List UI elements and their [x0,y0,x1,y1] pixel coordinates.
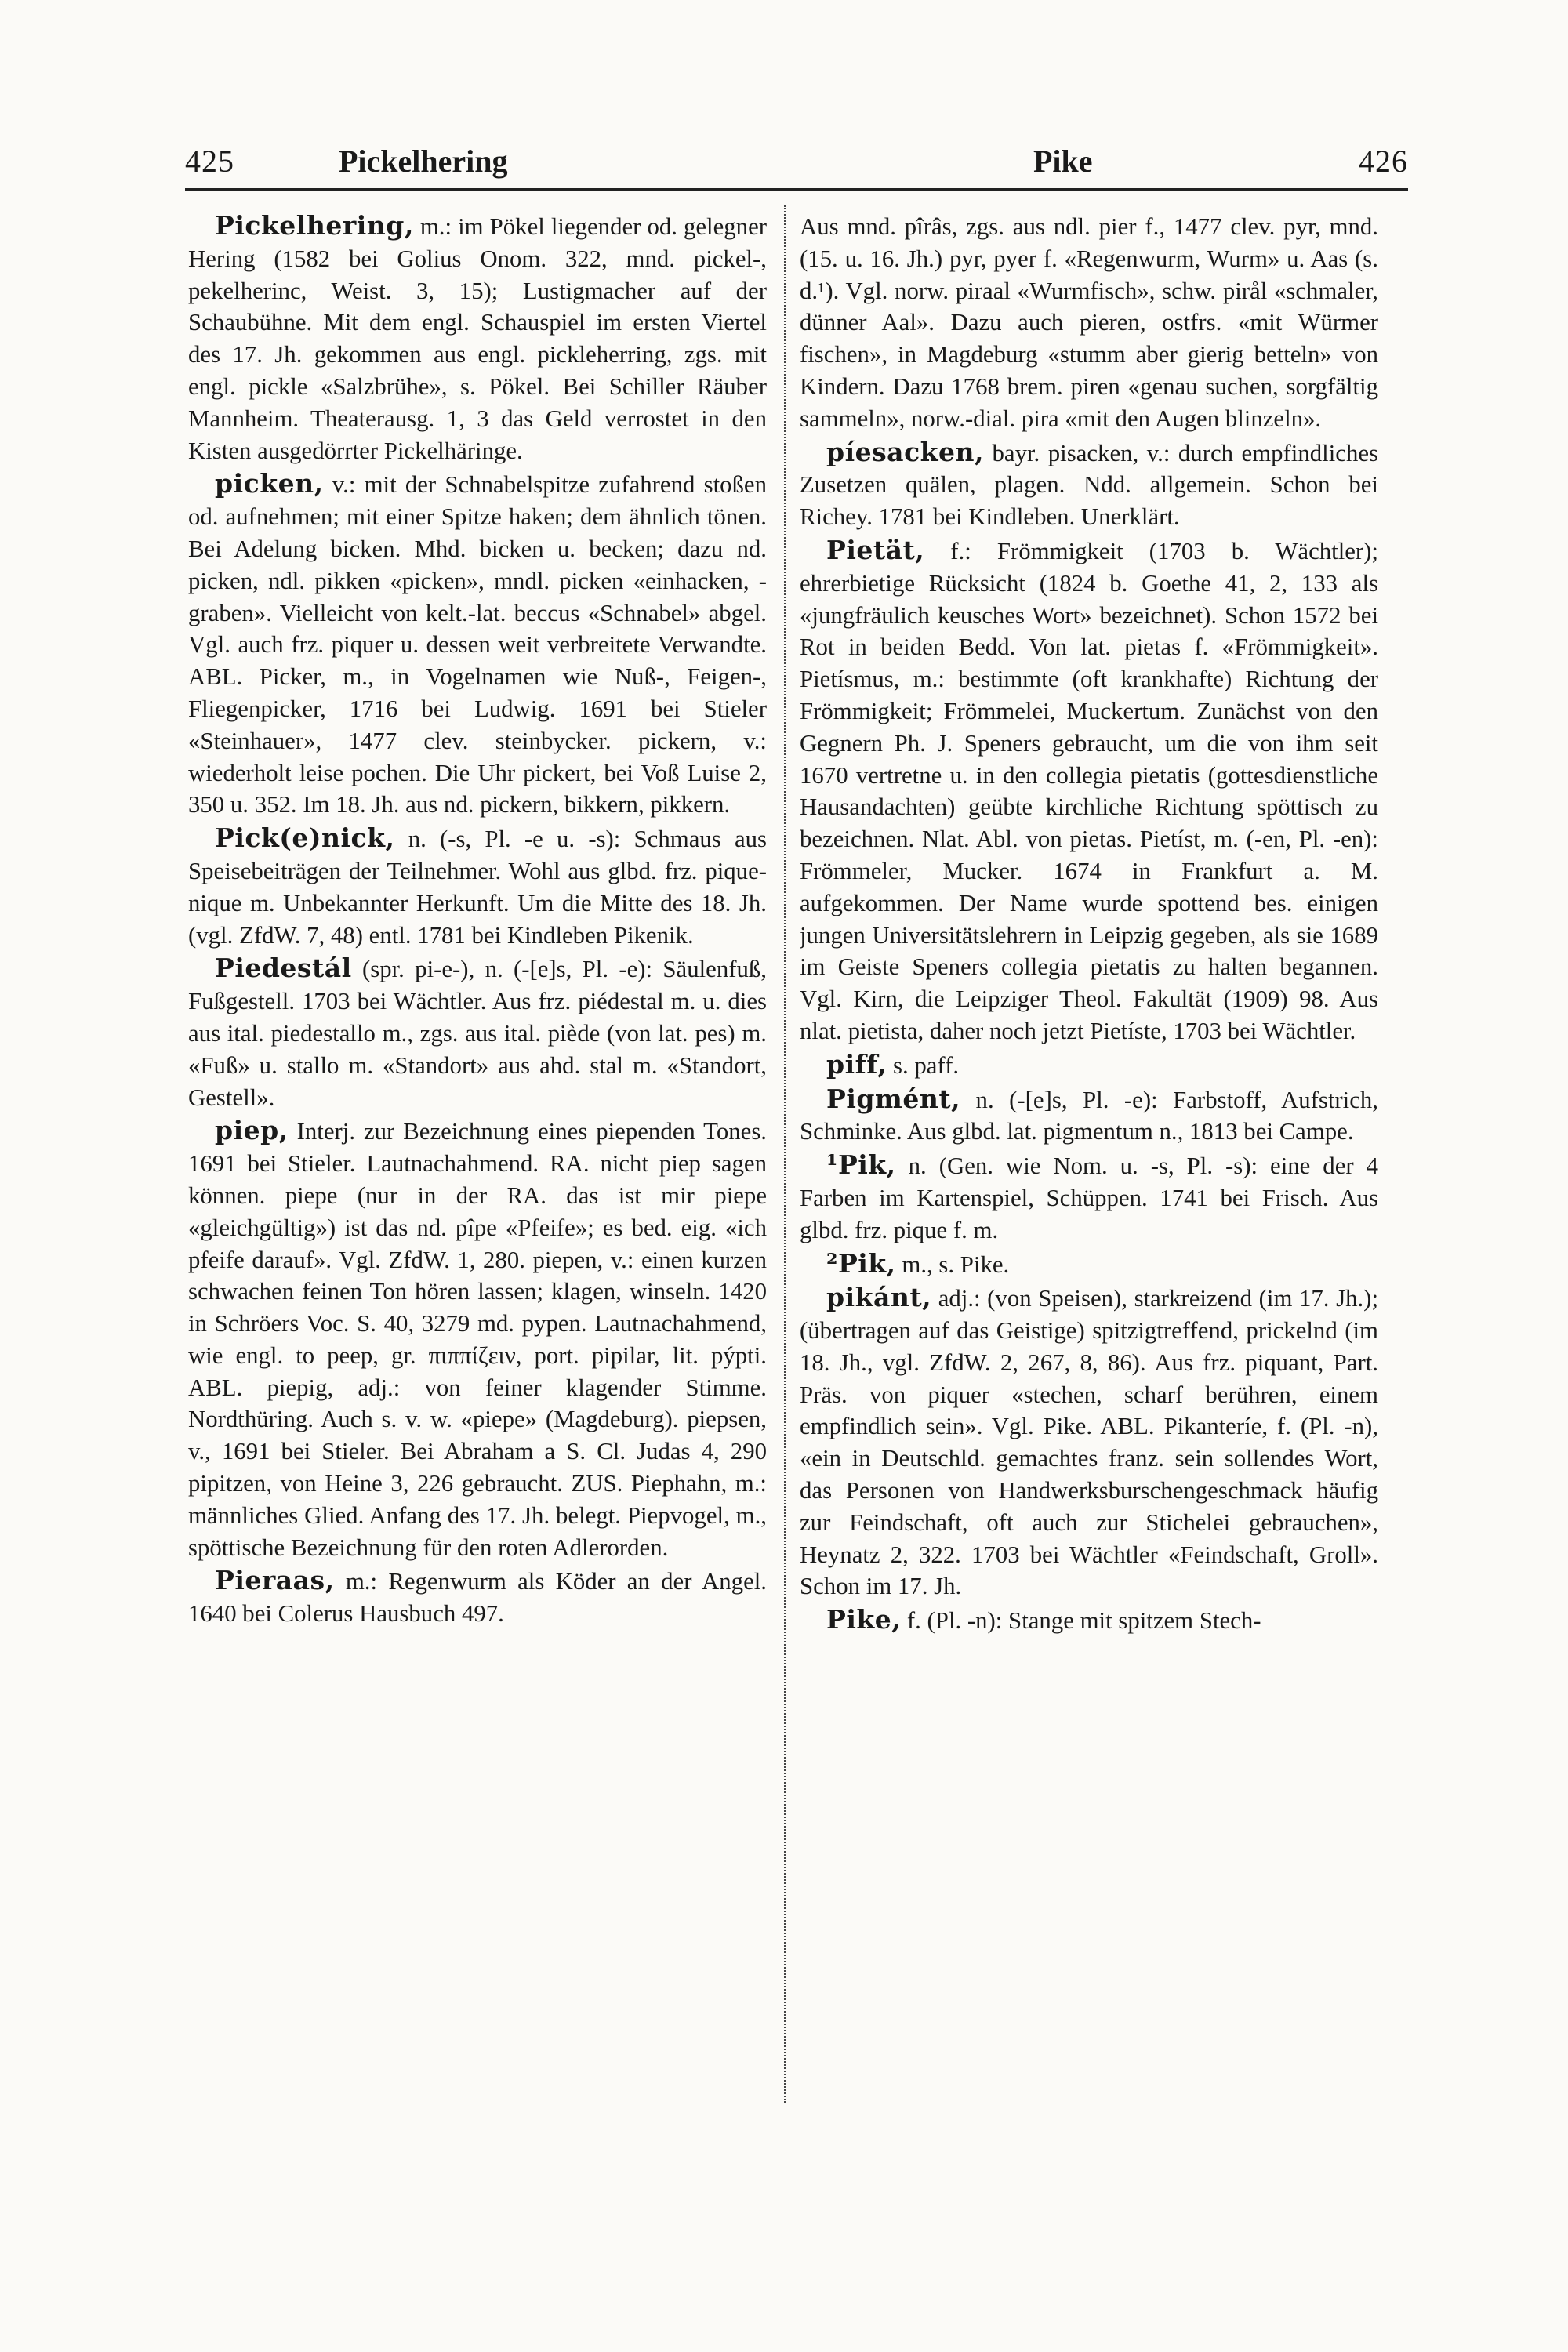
entry-headword: Pigmént, [826,1083,961,1114]
entry-text: n. (-s, Pl. -e u. -s): Schmaus aus Speisebeiträgen der Teilnehmer. Wohl aus glbd. frz. pique-nique m. Unbekannter Herkunft. Um die Mitte des 18. Jh. (vgl. ZfdW. 7, 48) entl. 1781 bei Kindleben Pikenik. [188,826,767,949]
entry-text: m.: Regenwurm als Köder an der Angel. 1640 bei Colerus Hausbuch 497. [188,1568,767,1628]
entry-headword: Pick(e)nick, [215,822,395,854]
entry-text: adj.: (von Speisen), starkreizend (im 17. Jh.); (übertragen auf das Geistige) spitzigtreffend, prickelnd (im 18. Jh., vgl. ZfdW. 2, 267, 8, 86). Aus frz. piquant, Part. Präs. von piquer «stechen, scharf berühren, einem empfindlich sein». Vgl. Pike. ABL. Pikanteríe, f. (Pl. -n), «ein in Deutschld. gemachtes franz. sein sollendes Wort, das Personen von Handwerksburschengeschmack häufig zur Feindschaft, oft auch zur Stichelei gebrauchen», Heynatz 2, 322. 1703 bei Wächtler «Feindschaft, Groll». Schon im 17. Jh. [800,1285,1378,1600]
entry-text: f. (Pl. -n): Stange mit spitzem Stech- [901,1607,1261,1635]
right-running-headword: Pike [1033,143,1093,179]
dictionary-entry [800,1604,1378,1637]
entry-headword: ¹Pik, [826,1149,896,1181]
entry-headword: píesacken, [826,436,985,467]
right-page-number: 426 [1359,143,1408,179]
dictionary-entry [188,953,767,1113]
entry-text: bayr. pisacken, v.: durch empfindliches Zusetzen quälen, plagen. Ndd. allgemein. Schon bei Richey. 1781 bei Kindleben. Unerklärt. [800,439,1378,531]
left-running-headword: Pickelhering [339,143,508,179]
dictionary-entry [800,1083,1378,1149]
dictionary-entry [188,1115,767,1563]
dictionary-entry [800,1282,1378,1602]
dictionary-entry-continued [800,210,1378,435]
entry-headword: Pietät, [826,534,925,565]
entry-headword: Piedestál [215,953,352,984]
right-column [800,210,1378,2303]
entry-text: n. (-[e]s, Pl. -e): Farbstoff, Aufstrich, Schminke. Aus glbd. lat. pigmentum n., 1813 bei Campe. [800,1086,1378,1145]
dictionary-entry [188,822,767,951]
entry-text: s. paff. [887,1051,960,1079]
dictionary-entry [188,1565,767,1630]
entry-text: (spr. pi-e-), n. (-[e]s, Pl. -e): Säulenfuß, Fußgestell. 1703 bei Wächtler. Aus frz. piédestal m. u. dies aus ital. piedestallo m., zgs. aus ital. piède (von lat. pes) m. «Fuß» u. stallo m. «Standort» aus ahd. stal m. «Standort, Gestell». [188,956,767,1111]
entry-headword: ²Pik, [826,1247,896,1279]
dictionary-entry [800,437,1378,533]
entry-headword: Pieraas, [215,1565,335,1596]
left-column [188,210,767,2303]
entry-headword: piep, [215,1115,289,1146]
dictionary-entry [800,1049,1378,1082]
dictionary-entry [188,210,767,466]
dictionary-entry [800,535,1378,1047]
entry-text: n. (Gen. wie Nom. u. -s, Pl. -s): eine der 4 Farben im Kartenspiel, Schüppen. 1741 bei Frisch. Aus glbd. frz. pique f. m. [800,1152,1378,1243]
left-page-number: 425 [185,143,234,179]
dictionary-entry [800,1248,1378,1281]
entry-text: Interj. zur Bezeichnung eines piependen Tones. 1691 bei Stieler. Lautnachahmend. RA. nicht piep sagen können. piepe (nur in der RA. das ist mir piepe «gleichgültig») ist das nd. pîpe «Pfeife»; es bed. eig. «ich pfeife darauf». Vgl. ZfdW. 1, 280. piepen, v.: einen kurzen schwachen feinen Ton hören lassen; klagen, winseln. 1420 in Schröers Voc. S. 40, 3279 md. pypen. Lautnachahmend, wie engl. to peep, gr. πιππίζειν, port. pipilar, lit. pýpti. ABL. piepig, adj.: von feiner klagender Stimme. Nordthüring. Auch s. v. w. «piepe» (Magdeburg). piepsen, v., 1691 bei Stieler. Bei Abraham a S. Cl. Judas 4, 290 pipitzen, von Heine 3, 226 gebraucht. ZUS. Piephahn, m.: männliches Glied. Anfang des 17. Jh. belegt. Piepvogel, m., spöttische Bezeichnung für den roten Adlerorden. [188,1118,767,1561]
column-divider [784,205,786,2103]
entry-text: m., s. Pike. [895,1250,1010,1278]
entry-text: f.: Frömmigkeit (1703 b. Wächtler); ehrerbietige Rücksicht (1824 b. Goethe 41, 2, 133 als «jungfräulich keusches Wort» bezeichnet). Schon 1572 bei Rot in beiden Bedd. Von lat. pietas f. «Frömmigkeit». Pietísmus, m.: bestimmte (oft krankhafte) Richtung der Frömmigkeit; Frömmelei, Muckertum. Zunächst von den Gegnern Ph. J. Speners gebraucht, um die von ihm seit 1670 vertretne u. in den collegia pietatis (gottesdienstliche Hausandachten) geübte kirchliche Richtung spöttisch zu bezeichnen. Nlat. Abl. von pietas. Pietíst, m. (-en, Pl. -en): Frömmeler, Mucker. 1674 in Frankfurt a. M. aufgekommen. Der Name wurde spottend bes. einigen jungen Universitätslehrern in Leipzig gegeben, als sie 1689 im Geiste Speners collegia pietatis zu halten begannen. Vgl. Kirn, die Leipziger Theol. Fakultät (1909) 98. Aus nlat. pietista, daher noch jetzt Pietíste, 1703 bei Wächtler. [800,537,1378,1044]
entry-headword: Pike, [826,1604,902,1635]
dictionary-entry [188,468,767,821]
entry-headword: picken, [215,468,324,499]
dictionary-entry [800,1149,1378,1246]
entry-text: m.: im Pökel liegender od. gelegner Hering (1582 bei Golius Onom. 322, mnd. pickel-, pekelherinc, Weist. 3, 15); Lustigmacher auf der Schaubühne. Mit dem engl. Schauspiel im ersten Viertel des 17. Jh. gekommen aus engl. pickleherring, zgs. mit engl. pickle «Salzbrühe», s. Pökel. Bei Schiller Räuber Mannheim. Theaterausg. 1, 3 das Geld verrostet in den Kisten ausgedörrter Pickelhäringe. [188,213,767,464]
running-header [185,138,1408,185]
entry-headword: piff, [826,1048,887,1080]
entry-headword: Pickelhering, [215,210,414,241]
entry-text: Aus mnd. pîrâs, zgs. aus ndl. pier f., 1477 clev. pyr, mnd. (15. u. 16. Jh.) pyr, pyer f. «Regenwurm, Wurm» u. Aas (s. d.¹). Vgl. norw. piraal «Wurmfisch», schw. pirål «schmaler, dünner Aal». Dazu auch pieren, ostfrs. «mit Würmer fischen», in Magdeburg «stumm aber gierig betteln» von Kindern. Dazu 1768 brem. piren «genau suchen, sorgfältig sammeln», norw.-dial. pira «mit den Augen blinzeln». [800,213,1378,432]
entry-text: v.: mit der Schnabelspitze zufahrend stoßen od. aufnehmen; mit einer Spitze haken; dem ähnlich tönen. Bei Adelung bicken. Mhd. bicken u. becken; dazu nd. picken, ndl. pikken «picken», mndl. picken «einhacken, -graben». Vielleicht von kelt.-lat. beccus «Schnabel» abgel. Vgl. auch frz. piquer u. dessen weit verbreitete Verwandte. ABL. Picker, m., in Vogelnamen wie Nuß-, Feigen-, Fliegenpicker, 1716 bei Ludwig. 1691 bei Stieler «Steinhauer», 1477 clev. steinbycker. pickern, v.: wiederholt leise pochen. Die Uhr pickert, bei Voß Luise 2, 350 u. 352. Im 18. Jh. aus nd. pickern, bikkern, pikkern. [188,471,767,818]
header-rule [185,188,1408,191]
entry-headword: pikánt, [826,1282,932,1313]
